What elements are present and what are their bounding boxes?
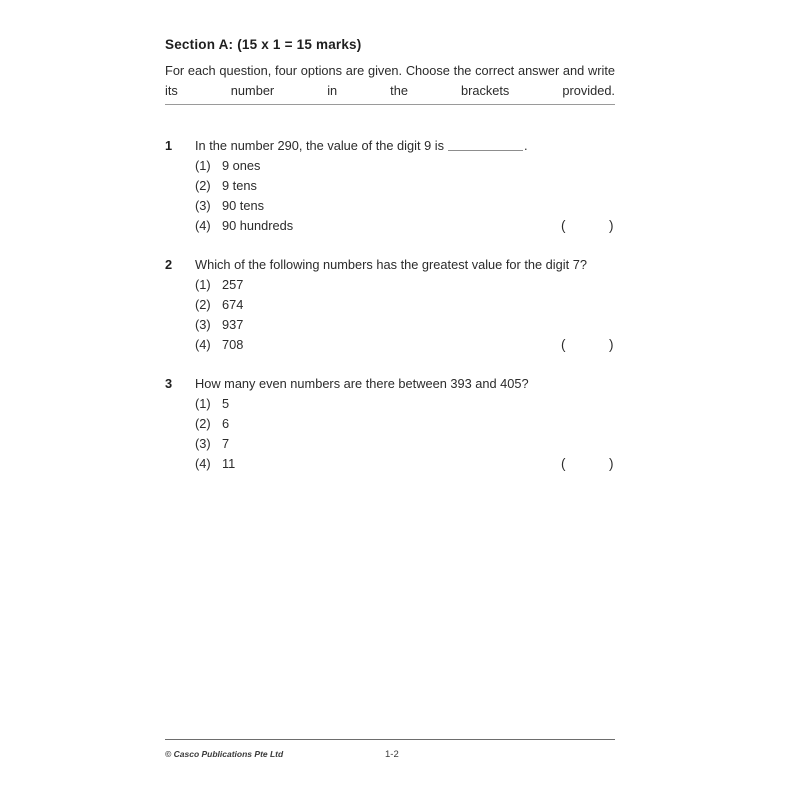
- option-list: [165, 156, 615, 236]
- option-text: 674: [222, 297, 244, 312]
- option-label: (1): [195, 396, 211, 411]
- option-item[interactable]: [165, 315, 615, 335]
- question-trailing-punctuation: .: [524, 138, 528, 153]
- question-stem: In the number 290, the value of the digit 9 is: [195, 138, 444, 153]
- option-list: [165, 275, 615, 355]
- option-text: 9 tens: [222, 178, 257, 193]
- option-item[interactable]: [165, 335, 615, 355]
- option-text: 11: [222, 456, 236, 471]
- option-text: 937: [222, 317, 244, 332]
- option-text: 7: [222, 436, 230, 451]
- question-block: [165, 255, 615, 355]
- option-item[interactable]: [165, 216, 615, 236]
- question-stem: How many even numbers are there between 393 and 405?: [195, 376, 529, 391]
- option-text: 90 hundreds: [222, 218, 294, 233]
- option-label: (2): [195, 297, 211, 312]
- question-text: [195, 255, 587, 275]
- question-number: 3: [165, 376, 173, 391]
- option-label: (2): [195, 178, 211, 193]
- option-text: 708: [222, 337, 244, 352]
- question-stem: Which of the following numbers has the greatest value for the digit 7?: [195, 257, 587, 272]
- page-footer: [165, 749, 615, 765]
- question-text: [195, 374, 529, 394]
- page-number: 1-2: [385, 749, 399, 760]
- option-item[interactable]: [165, 196, 615, 216]
- option-label: (4): [195, 456, 211, 471]
- option-text: 9 ones: [222, 158, 261, 173]
- answer-bracket-open: (: [561, 337, 566, 352]
- copyright-notice: © Casco Publications Pte Ltd: [165, 749, 284, 759]
- option-label: (3): [195, 198, 211, 213]
- answer-bracket-close: ): [609, 337, 614, 352]
- option-item[interactable]: [165, 156, 615, 176]
- option-item[interactable]: [165, 275, 615, 295]
- option-label: (3): [195, 436, 211, 451]
- question-text: [195, 136, 528, 156]
- option-label: (1): [195, 158, 211, 173]
- option-item[interactable]: [165, 176, 615, 196]
- footer-divider: [165, 739, 615, 740]
- option-label: (1): [195, 277, 211, 292]
- answer-bracket-open: (: [561, 456, 566, 471]
- question-number: 2: [165, 257, 173, 272]
- option-item[interactable]: [165, 394, 615, 414]
- option-item[interactable]: [165, 454, 615, 474]
- question-header: [165, 374, 615, 394]
- option-item[interactable]: [165, 295, 615, 315]
- question-header: [165, 255, 615, 275]
- option-list: [165, 394, 615, 474]
- question-header: [165, 136, 615, 156]
- option-text: 5: [222, 396, 230, 411]
- answer-bracket-close: ): [609, 218, 614, 233]
- option-item[interactable]: [165, 414, 615, 434]
- option-label: (4): [195, 218, 211, 233]
- question-block: [165, 136, 615, 236]
- questions-list: [165, 136, 615, 493]
- option-label: (2): [195, 416, 211, 431]
- question-number: 1: [165, 138, 173, 153]
- answer-blank[interactable]: [448, 139, 523, 151]
- header-divider: [165, 104, 615, 105]
- answer-bracket-open: (: [561, 218, 566, 233]
- section-heading: Section A: (15 x 1 = 15 marks): [165, 37, 362, 52]
- option-label: (4): [195, 337, 211, 352]
- option-item[interactable]: [165, 434, 615, 454]
- instructions-paragraph: For each question, four options are given. Choose the correct answer and write its number in the brackets provided.: [165, 63, 615, 98]
- answer-bracket-close: ): [609, 456, 614, 471]
- option-label: (3): [195, 317, 211, 332]
- option-text: 90 tens: [222, 198, 264, 213]
- option-text: 6: [222, 416, 230, 431]
- question-block: [165, 374, 615, 474]
- option-text: 257: [222, 277, 244, 292]
